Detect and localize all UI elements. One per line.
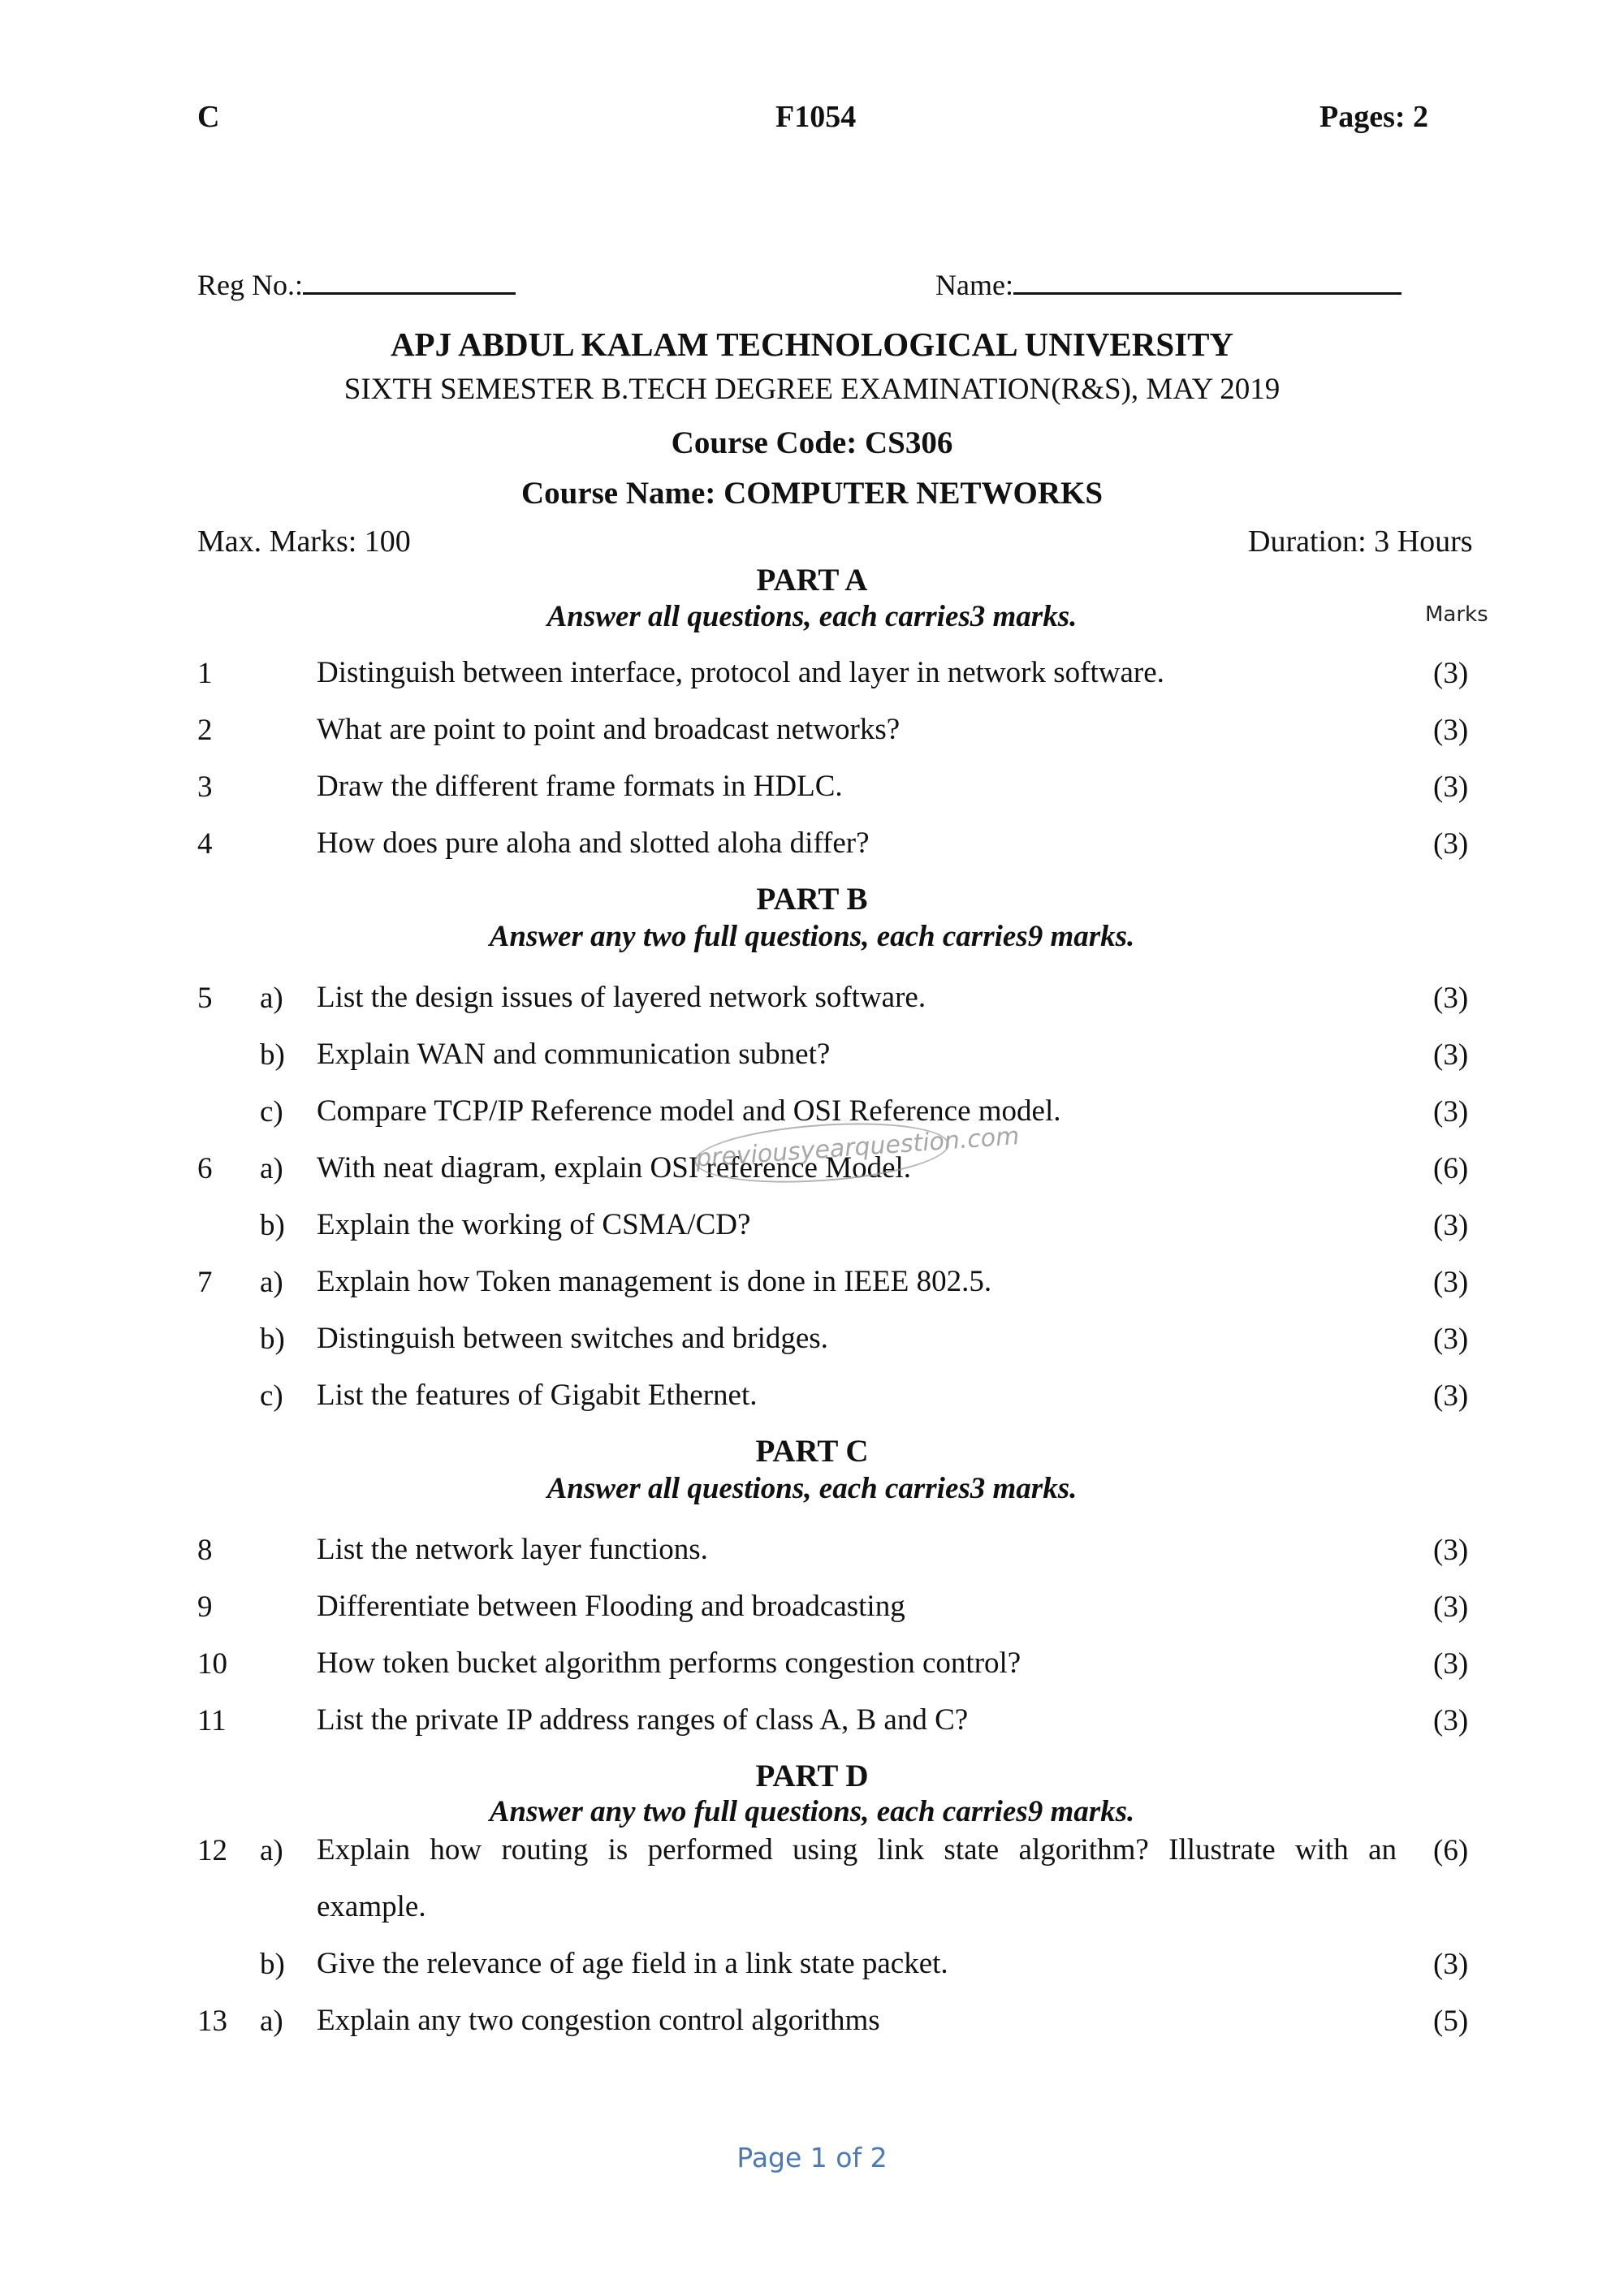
question-text: Distinguish between interface, protocol and layer in network software.	[317, 656, 1164, 689]
question-marks: (3)	[1433, 982, 1469, 1015]
reg-no-label: Reg No.:	[197, 269, 303, 301]
question-text: With neat diagram, explain OSI reference Model.	[317, 1151, 912, 1185]
page-count: Pages: 2	[1320, 100, 1429, 134]
question-row	[0, 1833, 1624, 1879]
question-text: Give the relevance of age field in a link state packet.	[317, 1947, 948, 1980]
question-text: What are point to point and broadcast networks?	[317, 713, 901, 746]
question-marks: (3)	[1433, 714, 1469, 747]
sub-question-label: b)	[260, 1323, 285, 1356]
question-marks: (3)	[1433, 770, 1469, 804]
part-c-instruction: Answer all questions, each carries3 marks.	[546, 1472, 1078, 1505]
question-text: Explain how routing is performed using link state algorithm? Illustrate with an	[317, 1833, 1397, 1867]
question-row	[0, 1208, 1624, 1254]
sub-question-label: a)	[260, 982, 283, 1015]
question-text: List the private IP address ranges of class A, B and C?	[317, 1703, 969, 1737]
question-text: Compare TCP/IP Reference model and OSI Reference model.	[317, 1094, 1061, 1128]
question-number: 4	[197, 827, 213, 861]
question-marks: (3)	[1433, 1534, 1469, 1567]
question-row	[0, 981, 1624, 1026]
reg-no-blank	[303, 268, 516, 295]
exam-title: SIXTH SEMESTER B.TECH DEGREE EXAMINATION(R&S), MAY 2019	[343, 373, 1281, 406]
course-name: Course Name: COMPUTER NETWORKS	[520, 476, 1104, 511]
question-row	[0, 826, 1624, 872]
part-d-title: PART D	[755, 1759, 869, 1793]
question-marks: (5)	[1433, 2005, 1469, 2038]
question-marks: (3)	[1433, 1323, 1469, 1356]
duration: Duration: 3 Hours	[1248, 524, 1473, 559]
question-number: 13	[197, 2005, 227, 2038]
question-row	[0, 656, 1624, 701]
question-number: 1	[197, 657, 213, 690]
question-marks: (3)	[1433, 1095, 1469, 1129]
question-row	[0, 1703, 1624, 1749]
name-field	[935, 268, 1402, 302]
sub-question-label: a)	[260, 1152, 283, 1185]
university-title: APJ ABDUL KALAM TECHNOLOGICAL UNIVERSITY	[390, 326, 1234, 363]
question-number: 11	[197, 1704, 227, 1737]
question-row	[0, 1265, 1624, 1310]
question-number: 8	[197, 1534, 213, 1567]
question-number: 3	[197, 770, 213, 804]
sub-question-label: a)	[260, 1834, 283, 1867]
question-marks: (3)	[1433, 1209, 1469, 1242]
sub-question-label: a)	[260, 1266, 283, 1299]
marks-column-label: Marks	[1425, 602, 1488, 627]
question-row	[0, 770, 1624, 815]
sub-question-label: a)	[260, 2005, 283, 2038]
course-code: Course Code: CS306	[671, 425, 953, 460]
question-row	[0, 2004, 1624, 2049]
max-marks: Max. Marks: 100	[197, 524, 411, 559]
question-marks: (3)	[1433, 1379, 1469, 1413]
question-marks: (3)	[1433, 1038, 1469, 1072]
page-footer: Page 1 of 2	[736, 2142, 888, 2173]
sub-question-label: c)	[260, 1379, 283, 1413]
question-marks: (3)	[1433, 1647, 1469, 1681]
question-text: Explain WAN and communication subnet?	[317, 1038, 831, 1071]
question-marks: (6)	[1433, 1834, 1469, 1867]
paper-set-letter: C	[197, 100, 220, 134]
question-text: How token bucket algorithm performs congestion control?	[317, 1646, 1021, 1680]
question-marks: (3)	[1433, 1590, 1469, 1624]
question-text: List the design issues of layered network software.	[317, 981, 926, 1014]
part-a-instruction: Answer all questions, each carries3 marks.	[546, 600, 1078, 633]
question-text: List the network layer functions.	[317, 1533, 708, 1566]
question-text-continuation: example.	[317, 1890, 426, 1923]
question-text: Explain the working of CSMA/CD?	[317, 1208, 751, 1241]
part-a-title: PART A	[756, 563, 868, 598]
question-text: Explain how Token management is done in IEEE 802.5.	[317, 1265, 992, 1298]
question-row-continuation	[0, 1890, 1624, 1936]
question-marks: (6)	[1433, 1152, 1469, 1185]
question-number: 5	[197, 982, 213, 1015]
question-marks: (3)	[1433, 657, 1469, 690]
sub-question-label: b)	[260, 1948, 285, 1981]
watermark-stamp: previousyearquestion.com	[693, 1116, 951, 1190]
question-marks: (3)	[1433, 1704, 1469, 1737]
question-row	[0, 1379, 1624, 1424]
question-marks: (3)	[1433, 1948, 1469, 1981]
question-row	[0, 1646, 1624, 1692]
part-d-instruction: Answer any two full questions, each carries9 marks.	[489, 1795, 1135, 1828]
question-row	[0, 1038, 1624, 1083]
part-b-instruction: Answer any two full questions, each carries9 marks.	[489, 920, 1135, 953]
question-row	[0, 713, 1624, 758]
question-text: Distinguish between switches and bridges.	[317, 1322, 828, 1355]
sub-question-label: b)	[260, 1209, 285, 1242]
question-row	[0, 1947, 1624, 1992]
question-row	[0, 1322, 1624, 1367]
sub-question-label: b)	[260, 1038, 285, 1072]
question-text: Differentiate between Flooding and broadcasting	[317, 1590, 905, 1623]
part-b-title: PART B	[756, 882, 868, 917]
question-number: 7	[197, 1266, 213, 1299]
question-number: 2	[197, 714, 213, 747]
question-number: 10	[197, 1647, 227, 1681]
part-c-title: PART C	[755, 1434, 869, 1469]
question-row	[0, 1533, 1624, 1578]
name-blank	[1013, 268, 1402, 295]
question-number: 12	[197, 1834, 227, 1867]
question-number: 6	[197, 1152, 213, 1185]
question-number: 9	[197, 1590, 213, 1624]
sub-question-label: c)	[260, 1095, 283, 1129]
question-text: Explain any two congestion control algorithms	[317, 2004, 880, 2037]
question-text: How does pure aloha and slotted aloha differ?	[317, 826, 870, 860]
question-marks: (3)	[1433, 827, 1469, 861]
question-text: List the features of Gigabit Ethernet.	[317, 1379, 758, 1412]
name-label: Name:	[935, 269, 1013, 301]
question-marks: (3)	[1433, 1266, 1469, 1299]
reg-no-field	[197, 268, 516, 302]
question-row	[0, 1590, 1624, 1635]
question-text: Draw the different frame formats in HDLC.	[317, 770, 843, 803]
paper-code: F1054	[775, 100, 857, 134]
